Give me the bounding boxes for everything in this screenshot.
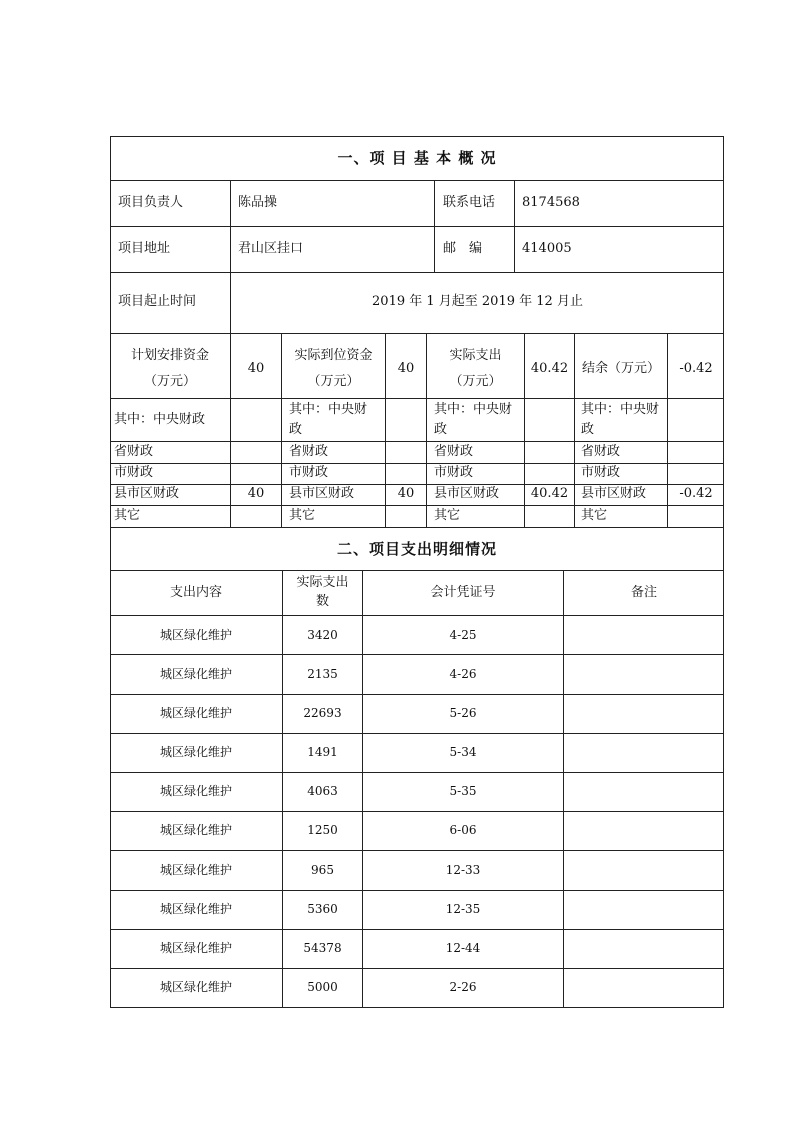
- central-label-cont: 政: [434, 422, 448, 437]
- rule: [110, 333, 724, 334]
- received-value: 40: [397, 361, 415, 376]
- row-amount: 54378: [303, 941, 342, 955]
- rule: [110, 929, 724, 930]
- county-received: 40: [397, 486, 415, 501]
- central-label: 其中：中央财: [289, 402, 368, 417]
- phone-value: 8174568: [522, 195, 580, 210]
- row-voucher: 12-44: [445, 941, 481, 955]
- row-voucher: 4-26: [449, 667, 477, 681]
- balance-value: -0.42: [679, 361, 713, 376]
- rule: [110, 570, 724, 571]
- rule: [110, 463, 724, 464]
- county-spent: 40.42: [530, 486, 569, 501]
- rule: [514, 180, 515, 272]
- row-amount: 5360: [307, 902, 338, 916]
- period-value: 2019 年 1 月起至 2019 年 12 月止: [372, 294, 583, 309]
- phone-label: 联系电话: [443, 195, 496, 210]
- rule: [110, 398, 724, 399]
- row-amount: 3420: [307, 628, 338, 642]
- rule: [110, 505, 724, 506]
- other-label: 其它: [434, 508, 461, 523]
- county-label: 县市区财政: [434, 486, 500, 501]
- period-label: 项目起止时间: [118, 294, 197, 309]
- central-label-cont: 政: [581, 422, 595, 437]
- row-content: 城区绿化维护: [159, 902, 232, 916]
- planned-label: 计划安排资金: [130, 348, 209, 363]
- county-planned: 40: [247, 486, 265, 501]
- county-label: 县市区财政: [581, 486, 647, 501]
- province-label: 省财政: [289, 444, 329, 459]
- central-label: 其中：中央财: [434, 402, 513, 417]
- rule: [110, 180, 724, 181]
- row-voucher: 6-06: [449, 823, 477, 837]
- rule: [110, 441, 724, 442]
- row-content: 城区绿化维护: [159, 980, 232, 994]
- rule: [434, 180, 435, 272]
- rule: [110, 226, 724, 227]
- row-content: 城区绿化维护: [159, 863, 232, 877]
- section1-title: 一、项 目 基 本 概 况: [337, 149, 497, 167]
- row-content: 城区绿化维护: [159, 941, 232, 955]
- row-amount: 22693: [303, 706, 342, 720]
- row-voucher: 4-25: [449, 628, 477, 642]
- planned-label-unit: （万元）: [143, 374, 196, 389]
- row-amount: 1250: [307, 823, 338, 837]
- address-label: 项目地址: [118, 241, 171, 256]
- col-voucher-header: 会计凭证号: [430, 585, 496, 600]
- city-label: 市财政: [434, 465, 474, 480]
- row-amount: 965: [311, 863, 334, 877]
- rule: [110, 527, 724, 528]
- row-content: 城区绿化维护: [159, 706, 232, 720]
- row-voucher: 12-33: [445, 863, 481, 877]
- city-label: 市财政: [581, 465, 621, 480]
- central-label: 其中：中央财: [581, 402, 660, 417]
- section2-title: 二、项目支出明细情况: [336, 540, 497, 558]
- other-label: 其它: [289, 508, 316, 523]
- spent-value: 40.42: [530, 361, 569, 376]
- other-label: 其它: [581, 508, 608, 523]
- row-amount: 1491: [307, 745, 338, 759]
- county-label: 县市区财政: [289, 486, 355, 501]
- rule: [110, 654, 724, 655]
- city-label: 市财政: [289, 465, 329, 480]
- row-content: 城区绿化维护: [159, 667, 232, 681]
- row-voucher: 5-26: [449, 706, 477, 720]
- row-content: 城区绿化维护: [159, 628, 232, 642]
- central-label-cont: 政: [289, 422, 303, 437]
- rule: [110, 968, 724, 969]
- rule: [110, 850, 724, 851]
- rule: [563, 570, 564, 1008]
- col-note-header: 备注: [630, 585, 657, 600]
- rule: [110, 694, 724, 695]
- rule: [110, 733, 724, 734]
- province-label: 省财政: [581, 444, 621, 459]
- row-voucher: 12-35: [445, 902, 481, 916]
- row-amount: 5000: [307, 980, 338, 994]
- province-label: 省财政: [434, 444, 474, 459]
- row-content: 城区绿化维护: [159, 745, 232, 759]
- spent-label: 实际支出: [449, 348, 502, 363]
- leader-value: 陈品操: [238, 195, 278, 210]
- spent-label-unit: （万元）: [449, 374, 502, 389]
- row-voucher: 5-35: [449, 784, 477, 798]
- col-amount-header: 实际支出: [296, 575, 349, 590]
- postcode-value: 414005: [522, 241, 572, 256]
- rule: [110, 772, 724, 773]
- address-value: 君山区挂口: [238, 241, 304, 256]
- other-label: 其它: [114, 508, 141, 523]
- city-label: 市财政: [114, 465, 154, 480]
- county-balance: -0.42: [679, 486, 713, 501]
- row-voucher: 5-34: [449, 745, 477, 759]
- central-label: 其中：中央财政: [114, 412, 206, 427]
- received-label: 实际到位资金: [294, 348, 373, 363]
- row-content: 城区绿化维护: [159, 784, 232, 798]
- row-voucher: 2-26: [449, 980, 477, 994]
- province-label: 省财政: [114, 444, 154, 459]
- planned-value: 40: [247, 361, 265, 376]
- county-label: 县市区财政: [114, 486, 180, 501]
- row-content: 城区绿化维护: [159, 823, 232, 837]
- rule: [110, 811, 724, 812]
- balance-label: 结余（万元）: [581, 361, 660, 376]
- rule: [110, 272, 724, 273]
- received-label-unit: （万元）: [307, 374, 360, 389]
- postcode-label: 邮 编: [443, 241, 483, 256]
- col-amount-header-cont: 数: [315, 594, 329, 609]
- row-amount: 2135: [307, 667, 338, 681]
- leader-label: 项目负责人: [118, 195, 184, 210]
- rule: [110, 890, 724, 891]
- row-amount: 4063: [307, 784, 338, 798]
- col-content-header: 支出内容: [169, 585, 222, 600]
- rule: [110, 615, 724, 616]
